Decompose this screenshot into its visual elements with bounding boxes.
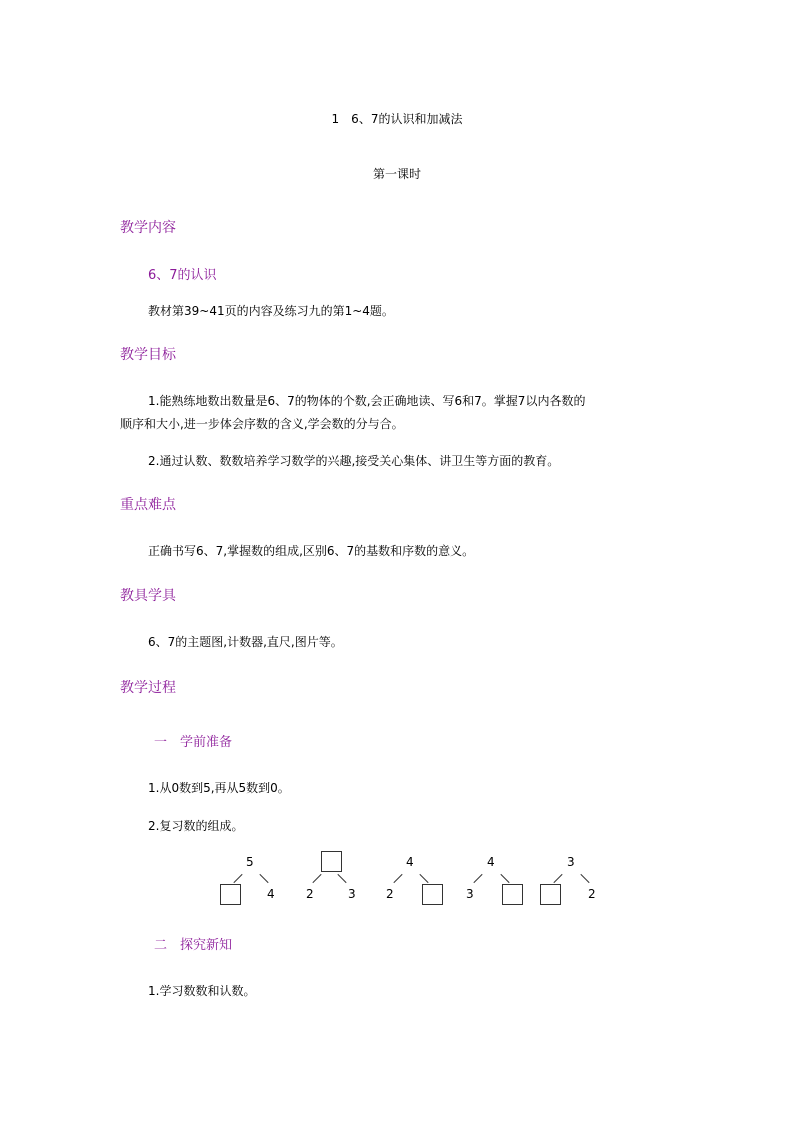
goal-2: 2.通过认数、数数培养学习数学的兴趣,接受关心集体、讲卫生等方面的教育。 [148, 454, 560, 468]
part-1-item-1: 1.从0数到5,再从5数到0。 [148, 781, 290, 795]
heading-teaching-goals: 教学目标 [120, 347, 176, 363]
composition-part: 4 [267, 887, 275, 901]
composition-part: 2 [588, 887, 596, 901]
branch-line [259, 874, 268, 883]
branch-line [580, 874, 589, 883]
branch-line [553, 874, 562, 883]
branch-line [419, 874, 428, 883]
blank-box [422, 884, 443, 905]
branch-line [337, 874, 346, 883]
composition-total: 3 [567, 855, 575, 869]
blank-box [502, 884, 523, 905]
key-points-text: 正确书写6、7,掌握数的组成,区别6、7的基数和序数的意义。 [148, 544, 475, 558]
document-title: 1 6、7的认识和加减法 [331, 112, 463, 126]
heading-teaching-tools: 教具学具 [120, 588, 176, 604]
blank-box [220, 884, 241, 905]
part-1-item-2: 2.复习数的组成。 [148, 819, 244, 833]
branch-line [393, 874, 402, 883]
subheading-topic: 6、7的认识 [148, 268, 217, 283]
part-1-heading: 一 学前准备 [154, 735, 233, 750]
composition-part: 2 [386, 887, 394, 901]
branch-line [473, 874, 482, 883]
blank-box [540, 884, 561, 905]
blank-box [321, 851, 342, 872]
branch-line [312, 874, 321, 883]
part-2-item-1: 1.学习数数和认数。 [148, 984, 256, 998]
heading-teaching-process: 教学过程 [120, 680, 176, 696]
branch-line [233, 874, 242, 883]
heading-teaching-content: 教学内容 [120, 220, 176, 236]
composition-total: 5 [246, 855, 254, 869]
heading-key-points: 重点难点 [120, 497, 176, 513]
lesson-period: 第一课时 [372, 167, 421, 181]
goal-1-line-1: 1.能熟练地数出数量是6、7的物体的个数,会正确地读、写6和7。掌握7以内各数的 [148, 394, 586, 408]
content-text: 教材第39~41页的内容及练习九的第1~4题。 [148, 304, 394, 318]
composition-part: 3 [348, 887, 356, 901]
composition-part: 2 [306, 887, 314, 901]
composition-total: 4 [487, 855, 495, 869]
composition-part: 3 [466, 887, 474, 901]
composition-total: 4 [406, 855, 414, 869]
branch-line [500, 874, 509, 883]
part-2-heading: 二 探究新知 [154, 938, 233, 953]
tools-text: 6、7的主题图,计数器,直尺,图片等。 [148, 635, 343, 649]
goal-1-line-2: 顺序和大小,进一步体会序数的含义,学会数的分与合。 [120, 417, 404, 431]
